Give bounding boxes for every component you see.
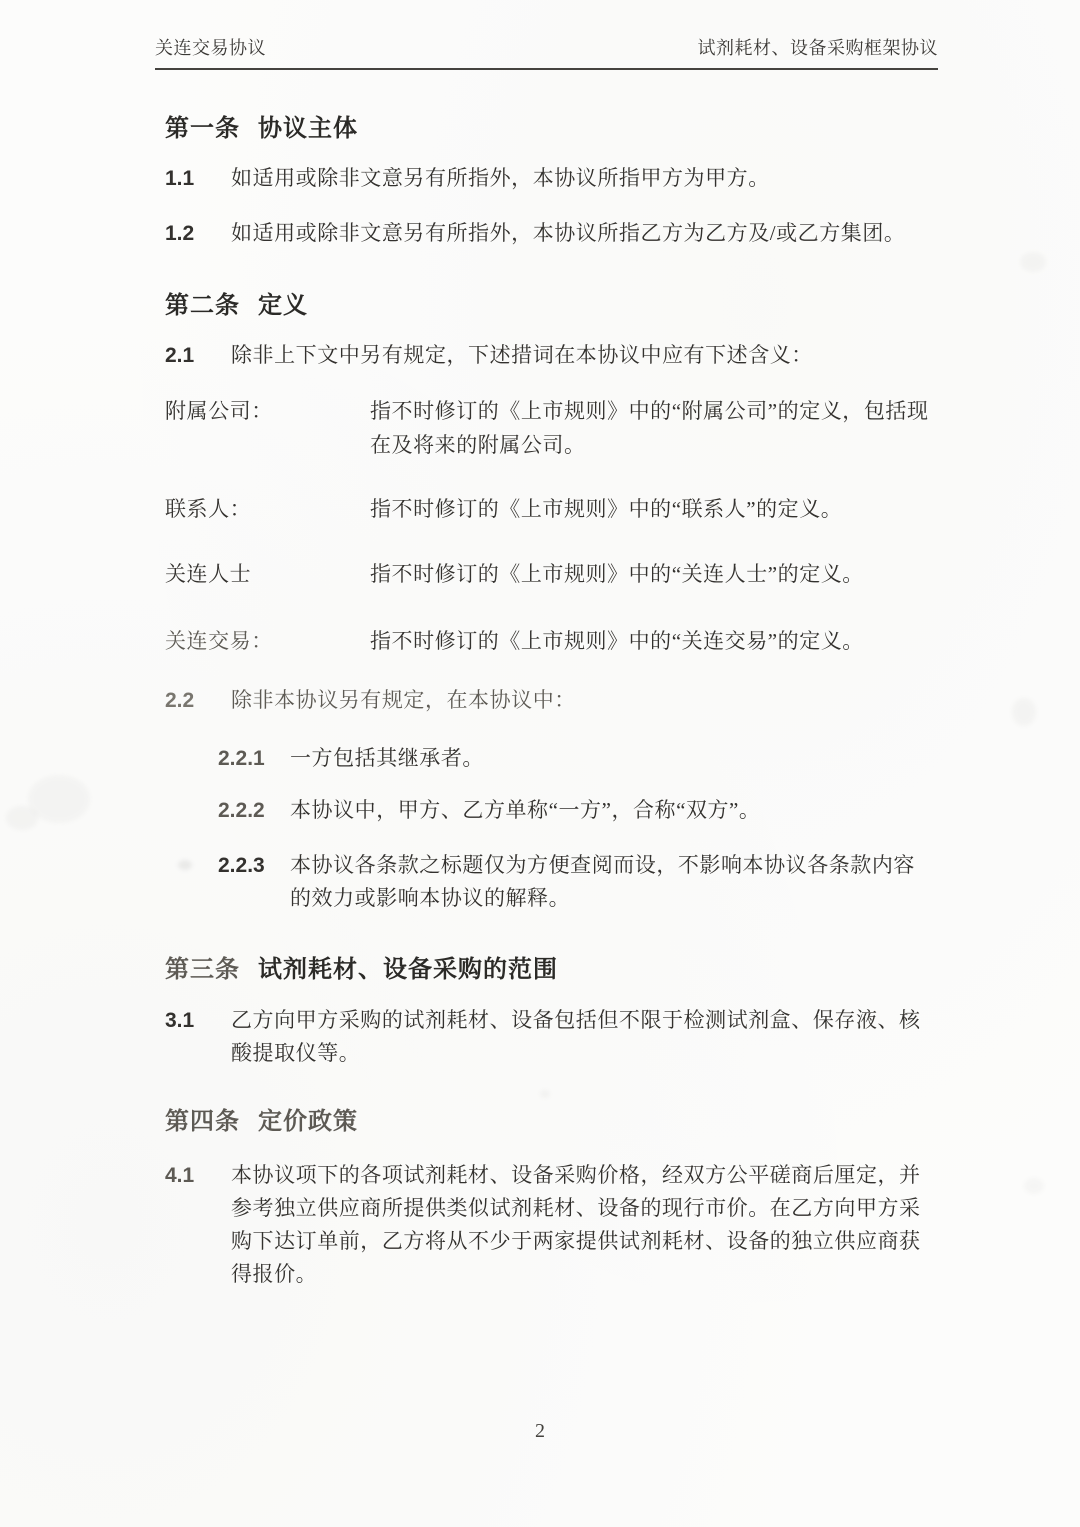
scan-artifact (1020, 252, 1046, 272)
clause-2-2-text: 除非本协议另有规定，在本协议中： (231, 688, 576, 712)
definition-connected-transaction-term: 关连交易： (165, 629, 273, 653)
definition-connected-transaction-text: 指不时修订的《上市规则》中的“关连交易”的定义。 (370, 629, 864, 653)
definition-associate-text: 指不时修订的《上市规则》中的“联系人”的定义。 (370, 497, 843, 521)
clause-2-2-3-number: 2.2.3 (218, 854, 265, 877)
clause-2-1-number: 2.1 (165, 344, 195, 367)
definition-connected-transaction (165, 624, 943, 658)
clause-2-2-2-text: 本协议中，甲方、乙方单称“一方”，合称“双方”。 (290, 798, 761, 822)
header-left-title: 关连交易协议 (155, 38, 266, 58)
clause-3-1-number: 3.1 (165, 1009, 195, 1032)
article-4-title: 定价政策 (258, 1108, 358, 1135)
article-1-heading (165, 108, 358, 143)
scan-artifact (540, 1090, 550, 1098)
clause-4-1-number: 4.1 (165, 1164, 195, 1187)
clause-3-1-text: 乙方向甲方采购的试剂耗材、设备包括但不限于检测试剂盒、保存液、核酸提取仪等。 (231, 1008, 921, 1065)
scan-artifact (1024, 1178, 1044, 1194)
article-3-title: 试剂耗材、设备采购的范围 (258, 956, 558, 983)
scan-artifact (28, 775, 90, 823)
clause-2-2-2 (218, 794, 933, 827)
clause-2-2-1-text: 一方包括其继承者。 (290, 746, 484, 770)
article-4-heading (165, 1101, 358, 1136)
clause-2-2-1 (218, 742, 933, 775)
clause-4-1 (165, 1159, 943, 1291)
page-header (155, 34, 938, 70)
clause-2-1 (165, 339, 943, 372)
article-4-number: 第四条 (165, 1108, 240, 1135)
clause-2-2-2-number: 2.2.2 (218, 799, 265, 822)
clause-1-1-number: 1.1 (165, 167, 195, 190)
article-3-heading (165, 949, 558, 984)
clause-1-2-text: 如适用或除非文意另有所指外，本协议所指乙方为乙方及/或乙方集团。 (231, 221, 906, 245)
scan-artifact (1012, 698, 1036, 726)
clause-2-2-3 (218, 849, 933, 915)
page-number: 2 (535, 1420, 545, 1442)
clause-2-2-1-number: 2.2.1 (218, 747, 265, 770)
definition-associate (165, 492, 943, 526)
header-right-title: 试剂耗材、设备采购框架协议 (697, 38, 938, 58)
article-2-heading (165, 285, 308, 320)
clause-1-2-number: 1.2 (165, 222, 195, 245)
article-2-title: 定义 (258, 292, 308, 319)
definition-connected-person-text: 指不时修订的《上市规则》中的“关连人士”的定义。 (370, 562, 864, 586)
article-1-number: 第一条 (165, 115, 240, 142)
clause-3-1 (165, 1004, 943, 1070)
article-1-title: 协议主体 (258, 115, 358, 142)
definition-connected-person (165, 557, 943, 591)
scan-artifact (178, 860, 192, 870)
definition-subsidiary (165, 394, 943, 462)
clause-1-1 (165, 162, 943, 195)
definition-subsidiary-text: 指不时修订的《上市规则》中的“附属公司”的定义，包括现在及将来的附属公司。 (370, 399, 929, 457)
clause-1-2 (165, 217, 943, 250)
clause-2-2 (165, 684, 943, 717)
definition-associate-term: 联系人： (165, 497, 252, 521)
clause-2-2-3-text: 本协议各条款之标题仅为方便查阅而设，不影响本协议各条款内容的效力或影响本协议的解释。 (290, 853, 915, 910)
clause-2-1-text: 除非上下文中另有规定，下述措词在本协议中应有下述含义： (231, 343, 813, 367)
clause-4-1-text: 本协议项下的各项试剂耗材、设备采购价格，经双方公平磋商后厘定，并参考独立供应商所提供类似试剂耗材、设备的现行市价。在乙方向甲方采购下达订单前，乙方将从不少于两家提供试剂耗材、设备的独立供应商获得报价。 (231, 1163, 921, 1286)
scan-artifact (6, 806, 38, 830)
clause-2-2-number: 2.2 (165, 689, 195, 712)
clause-1-1-text: 如适用或除非文意另有所指外，本协议所指甲方为甲方。 (231, 166, 770, 190)
definition-subsidiary-term: 附属公司： (165, 399, 273, 423)
article-3-number: 第三条 (165, 956, 240, 983)
definition-connected-person-term: 关连人士 (165, 562, 252, 586)
article-2-number: 第二条 (165, 292, 240, 319)
